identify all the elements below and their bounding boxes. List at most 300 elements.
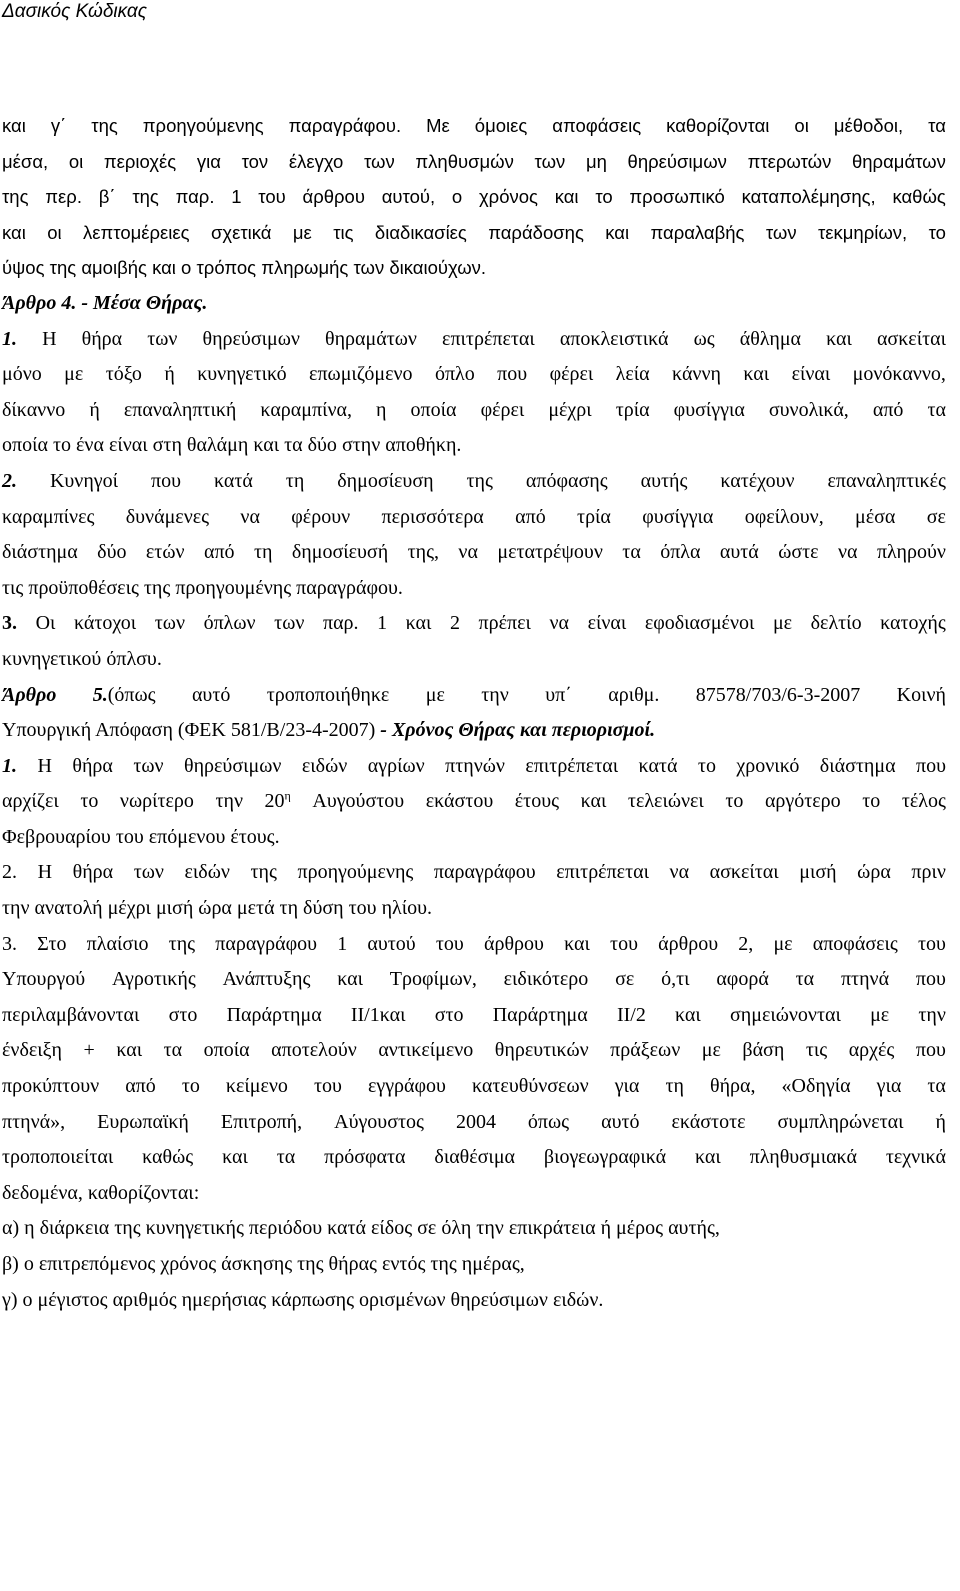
text-run: επαναληπτική bbox=[123, 398, 237, 421]
word bbox=[484, 927, 544, 963]
word bbox=[368, 1069, 446, 1105]
text-run: της bbox=[168, 932, 196, 955]
text-run: μισή bbox=[799, 861, 837, 884]
word bbox=[698, 749, 716, 785]
word bbox=[666, 108, 769, 144]
text-run: αμοιβής bbox=[81, 257, 147, 279]
text-run: όπλα bbox=[660, 541, 701, 564]
text-run: το bbox=[725, 790, 744, 813]
word bbox=[2, 927, 17, 963]
word bbox=[462, 1253, 525, 1275]
text-run: τεκμηρίων, bbox=[817, 221, 908, 243]
text-run: τα bbox=[284, 434, 303, 457]
word bbox=[550, 357, 594, 393]
word bbox=[2, 1253, 24, 1275]
word bbox=[184, 749, 281, 785]
text-line bbox=[2, 1283, 946, 1319]
word bbox=[81, 257, 152, 278]
word bbox=[716, 962, 768, 998]
text-run: καθώς bbox=[142, 1146, 194, 1169]
text-run: ετών bbox=[145, 541, 185, 564]
text-run: περισσότερα bbox=[381, 505, 484, 528]
word bbox=[826, 322, 852, 358]
word bbox=[308, 434, 342, 456]
word bbox=[849, 1033, 895, 1069]
text-run: πτηνά», bbox=[2, 1110, 66, 1133]
text-line bbox=[2, 891, 946, 927]
text-run: των bbox=[363, 150, 395, 172]
word bbox=[828, 464, 946, 500]
word bbox=[385, 434, 461, 456]
text-run: 87578/703/6-3-2007 bbox=[695, 683, 861, 706]
word bbox=[240, 500, 260, 536]
text-run: των bbox=[274, 612, 305, 635]
text-run: και bbox=[2, 221, 26, 243]
text-run: άσκησης bbox=[221, 1253, 293, 1275]
text-run: θήρα bbox=[72, 754, 113, 777]
word bbox=[481, 678, 509, 714]
text-run: σε bbox=[417, 1217, 437, 1240]
text-run: αργότερο bbox=[764, 790, 841, 813]
word bbox=[642, 500, 713, 536]
text-run: την bbox=[215, 790, 243, 813]
word bbox=[2, 500, 94, 536]
word bbox=[37, 927, 66, 963]
text-run: παραλαβής bbox=[650, 221, 745, 243]
word bbox=[615, 962, 634, 998]
word bbox=[289, 108, 401, 144]
word bbox=[2, 1217, 24, 1239]
word bbox=[169, 927, 195, 963]
text-run: του bbox=[610, 932, 638, 955]
text-run: Αγροτικής bbox=[111, 968, 196, 991]
text-run: διάστημα bbox=[819, 754, 896, 777]
word bbox=[389, 257, 486, 278]
text-run: την bbox=[918, 1003, 946, 1026]
word bbox=[740, 322, 801, 358]
word bbox=[53, 434, 76, 456]
word bbox=[69, 144, 83, 180]
word bbox=[104, 144, 176, 180]
text-run: επωμιζόμενο bbox=[309, 363, 413, 386]
text-run: ειδικότερο bbox=[503, 968, 589, 991]
word bbox=[87, 927, 149, 963]
text-run: κάννη bbox=[672, 363, 721, 386]
text-run: με bbox=[870, 1003, 890, 1026]
text-line bbox=[2, 927, 946, 963]
word bbox=[2, 897, 35, 919]
word bbox=[694, 322, 715, 358]
word bbox=[2, 144, 48, 180]
word bbox=[265, 784, 291, 820]
word bbox=[552, 719, 655, 741]
text-run: να bbox=[549, 612, 569, 635]
text-run: με bbox=[773, 932, 793, 955]
text-run: διάστημα bbox=[2, 541, 78, 564]
text-run: περ. bbox=[45, 186, 82, 208]
text-run: Η bbox=[42, 327, 57, 350]
text-run: Ανάπτυξης bbox=[222, 968, 311, 991]
word bbox=[197, 144, 221, 180]
word bbox=[64, 357, 83, 393]
text-run: μέσα, bbox=[2, 150, 49, 172]
text-run: γ΄ bbox=[50, 115, 67, 136]
text-line bbox=[2, 855, 946, 891]
text-run: προκύπτουν bbox=[2, 1075, 100, 1098]
text-run: των bbox=[147, 327, 178, 350]
text-run: β) bbox=[2, 1253, 19, 1275]
text-run: και bbox=[152, 257, 176, 279]
text-run: έλεγχο bbox=[288, 150, 344, 172]
word bbox=[371, 1217, 417, 1239]
text-run: από bbox=[515, 505, 546, 528]
word bbox=[2, 962, 85, 998]
word bbox=[2, 606, 17, 642]
text-run: Η bbox=[37, 754, 52, 777]
word bbox=[274, 606, 304, 642]
word bbox=[126, 500, 209, 536]
word bbox=[164, 1033, 183, 1069]
text-run: δυνάμενες bbox=[125, 505, 210, 528]
text-run: επιτρέπεται bbox=[525, 754, 619, 777]
text-run: όπλο bbox=[434, 363, 475, 386]
text-run: ασκείται bbox=[876, 327, 946, 350]
text-run: αντικείμενο bbox=[378, 1039, 474, 1062]
text-line bbox=[2, 500, 946, 536]
text-run: το bbox=[52, 434, 72, 457]
text-run: όπως bbox=[527, 1110, 570, 1133]
word bbox=[535, 144, 566, 180]
text-run: κάρπωσης bbox=[271, 1288, 355, 1311]
word bbox=[192, 678, 230, 714]
text-run: δημοσίευση bbox=[337, 469, 434, 492]
word bbox=[927, 1069, 946, 1105]
text-run: κατά bbox=[638, 754, 678, 777]
text-run: τα bbox=[163, 1039, 183, 1062]
text-run: πρέπει bbox=[478, 612, 531, 635]
word bbox=[28, 577, 144, 599]
text-run: συμπληρώνεται bbox=[777, 1110, 904, 1133]
text-line bbox=[2, 784, 946, 820]
word bbox=[811, 606, 862, 642]
text-run: πληθυσμών bbox=[415, 150, 514, 172]
word bbox=[515, 500, 546, 536]
word bbox=[2, 784, 59, 820]
text-run: οι bbox=[68, 150, 84, 172]
text-run: είναι bbox=[108, 434, 148, 457]
word bbox=[528, 1105, 569, 1141]
word bbox=[651, 215, 745, 251]
word bbox=[672, 357, 721, 393]
word bbox=[641, 464, 688, 500]
word bbox=[509, 1217, 601, 1239]
word bbox=[660, 535, 700, 571]
text-line bbox=[2, 464, 946, 500]
text-run: καθώς bbox=[892, 186, 946, 208]
text-run: εκάστου bbox=[425, 790, 494, 813]
word bbox=[312, 784, 404, 820]
text-run: όλη bbox=[441, 1217, 472, 1240]
word bbox=[120, 784, 194, 820]
word bbox=[853, 357, 946, 393]
text-run: μη bbox=[585, 150, 607, 172]
text-run: παράδοσης bbox=[488, 221, 584, 243]
text-run: προηγουμένης bbox=[175, 576, 292, 599]
text-line bbox=[2, 535, 946, 571]
word bbox=[928, 108, 946, 144]
word bbox=[73, 855, 114, 891]
word bbox=[765, 784, 841, 820]
text-run: εφοδιασμένοι bbox=[644, 612, 755, 635]
word bbox=[736, 749, 799, 785]
word bbox=[95, 719, 178, 741]
word bbox=[323, 606, 359, 642]
word bbox=[109, 434, 153, 456]
text-run: ειδών bbox=[301, 754, 348, 777]
text-run: φέρει bbox=[480, 398, 525, 421]
text-run: και bbox=[580, 790, 607, 813]
word bbox=[80, 784, 98, 820]
word bbox=[742, 179, 876, 215]
text-run: μέγιστος bbox=[37, 1288, 108, 1311]
text-run: μόνο bbox=[2, 363, 42, 386]
text-run: 1 bbox=[231, 186, 242, 208]
text-run: πληρωμής bbox=[261, 257, 349, 279]
word bbox=[40, 1217, 115, 1239]
text-run: 2. bbox=[2, 861, 17, 884]
word bbox=[476, 1217, 509, 1239]
word bbox=[766, 215, 797, 251]
word bbox=[615, 1069, 640, 1105]
text-run: των bbox=[154, 612, 186, 635]
text-run: δύο bbox=[97, 541, 127, 564]
text-run: ό,τι bbox=[661, 968, 690, 991]
word bbox=[39, 1253, 160, 1275]
text-run: Ευρωπαϊκή bbox=[97, 1110, 189, 1133]
word bbox=[445, 749, 505, 785]
text-run: 2, bbox=[738, 932, 754, 955]
word bbox=[97, 1105, 189, 1141]
text-run: της bbox=[49, 257, 77, 279]
word bbox=[497, 535, 603, 571]
text-run: ο bbox=[23, 1253, 34, 1275]
word bbox=[525, 749, 618, 785]
text-line bbox=[2, 642, 946, 678]
word bbox=[670, 855, 690, 891]
text-run: αυτού, bbox=[381, 186, 436, 208]
word bbox=[106, 357, 142, 393]
word bbox=[333, 215, 353, 251]
word bbox=[114, 1217, 145, 1239]
word bbox=[2, 179, 29, 215]
text-run: αφορά bbox=[716, 968, 769, 991]
text-run: το bbox=[181, 1075, 200, 1098]
word bbox=[616, 393, 650, 429]
text-run: ειδών. bbox=[552, 1288, 604, 1311]
text-run: του bbox=[258, 186, 286, 208]
word bbox=[176, 179, 215, 215]
document-body bbox=[2, 108, 946, 1318]
text-line bbox=[2, 1247, 946, 1283]
text-run: ηλίου. bbox=[381, 897, 433, 920]
document-header: Δασικός Κώδικας bbox=[2, 1, 147, 22]
text-run: αυτό bbox=[601, 1110, 640, 1133]
text-run: γ) bbox=[2, 1288, 18, 1311]
word bbox=[214, 464, 253, 500]
text-run: η bbox=[376, 398, 387, 421]
word bbox=[2, 357, 42, 393]
text-run: να bbox=[669, 861, 690, 884]
text-run: παραγράφου bbox=[433, 861, 536, 884]
text-run: τη bbox=[253, 541, 273, 564]
word bbox=[112, 962, 196, 998]
word bbox=[36, 606, 56, 642]
text-run: όπλων bbox=[203, 612, 256, 635]
word bbox=[249, 1217, 327, 1239]
text-run: 5. bbox=[92, 683, 108, 706]
text-run: αρχίζει bbox=[2, 790, 59, 813]
text-run: μισή bbox=[155, 897, 194, 920]
word bbox=[390, 962, 477, 998]
word bbox=[406, 606, 432, 642]
text-run: θηρεύσιμων bbox=[202, 327, 300, 350]
text-run: αρχές bbox=[848, 1039, 895, 1062]
text-run: το bbox=[80, 790, 99, 813]
text-line bbox=[2, 322, 946, 358]
text-run: και bbox=[675, 1003, 701, 1026]
text-run: το bbox=[595, 186, 613, 208]
word bbox=[377, 606, 387, 642]
text-run: αποκλειστικά bbox=[559, 327, 669, 350]
text-run: και bbox=[253, 434, 280, 457]
text-run: βιογεωγραφικά bbox=[543, 1146, 667, 1169]
text-run: επαναληπτικές bbox=[827, 469, 946, 492]
word bbox=[271, 1289, 359, 1311]
word bbox=[231, 719, 380, 741]
text-run: το bbox=[697, 754, 716, 777]
word bbox=[695, 1140, 721, 1176]
word bbox=[2, 1069, 99, 1105]
word bbox=[674, 393, 745, 429]
word bbox=[479, 179, 538, 215]
word bbox=[916, 962, 946, 998]
word bbox=[91, 108, 118, 144]
text-run: θηρευτικών bbox=[494, 1039, 589, 1062]
text-line bbox=[2, 606, 946, 642]
text-run: Αυγούστου bbox=[312, 790, 405, 813]
word bbox=[778, 1105, 904, 1141]
word bbox=[426, 678, 445, 714]
text-run: να bbox=[838, 541, 858, 564]
text-run: μέρος bbox=[616, 1217, 664, 1240]
text-run: ώρα bbox=[857, 861, 891, 884]
word bbox=[261, 257, 353, 278]
word bbox=[144, 577, 175, 599]
word bbox=[164, 357, 174, 393]
text-run: - bbox=[380, 719, 387, 742]
text-run: συνολικά, bbox=[768, 398, 849, 421]
word bbox=[329, 1253, 382, 1275]
word bbox=[254, 535, 273, 571]
text-run: θηρεύσιμων bbox=[627, 150, 727, 172]
word bbox=[434, 1140, 515, 1176]
text-run: 2004 bbox=[455, 1110, 496, 1133]
text-run: με bbox=[772, 612, 793, 635]
text-run: οι bbox=[47, 221, 62, 243]
text-run: καραμπίνες bbox=[2, 505, 95, 528]
word bbox=[38, 1289, 113, 1311]
word bbox=[175, 577, 296, 599]
word bbox=[610, 1033, 680, 1069]
text-run: λεία bbox=[615, 363, 650, 386]
word bbox=[89, 393, 99, 429]
text-line bbox=[2, 571, 946, 607]
word bbox=[841, 962, 889, 998]
word bbox=[204, 606, 256, 642]
word bbox=[742, 1033, 784, 1069]
word bbox=[337, 464, 433, 500]
word bbox=[796, 962, 815, 998]
text-run: οι bbox=[794, 115, 809, 136]
word bbox=[645, 606, 755, 642]
word bbox=[364, 144, 395, 180]
text-run: ή bbox=[164, 363, 175, 386]
text-run: θήρα bbox=[81, 327, 123, 350]
word bbox=[108, 897, 156, 919]
text-run: πτερωτών bbox=[747, 150, 832, 172]
word bbox=[417, 1217, 441, 1239]
text-run: κατά bbox=[327, 1217, 366, 1240]
word bbox=[799, 855, 836, 891]
word bbox=[2, 678, 56, 714]
text-run: την bbox=[476, 1217, 504, 1240]
word bbox=[2, 292, 61, 314]
text-run: τέλος bbox=[901, 790, 946, 813]
text-run: - bbox=[81, 291, 88, 314]
text-run: διάρκεια bbox=[39, 1217, 110, 1240]
text-run: 20 bbox=[264, 790, 285, 813]
word bbox=[545, 678, 572, 714]
text-line bbox=[2, 1033, 946, 1069]
word bbox=[152, 257, 181, 278]
word bbox=[857, 855, 891, 891]
text-run: σε bbox=[615, 968, 635, 991]
word bbox=[2, 464, 17, 500]
text-line bbox=[2, 1105, 946, 1141]
text-run: Αύγουστος bbox=[334, 1110, 424, 1133]
text-run: τα bbox=[928, 115, 946, 136]
text-run: του bbox=[917, 932, 946, 955]
word bbox=[553, 1289, 603, 1311]
word bbox=[251, 855, 277, 891]
text-run: και bbox=[337, 968, 363, 991]
word bbox=[415, 144, 513, 180]
word bbox=[74, 606, 136, 642]
text-run: της bbox=[430, 1253, 457, 1275]
text-run: οποία bbox=[2, 434, 48, 457]
word bbox=[488, 215, 584, 251]
text-run: το bbox=[862, 790, 881, 813]
text-run: β΄ bbox=[98, 186, 116, 208]
text-run: το bbox=[928, 221, 946, 243]
text-run: επόμενου bbox=[148, 825, 226, 848]
text-run: παρ. bbox=[322, 612, 359, 635]
word bbox=[495, 1033, 589, 1069]
word bbox=[231, 179, 241, 215]
word bbox=[710, 1069, 756, 1105]
text-run: και bbox=[694, 1146, 721, 1169]
text-run: των bbox=[534, 150, 566, 172]
